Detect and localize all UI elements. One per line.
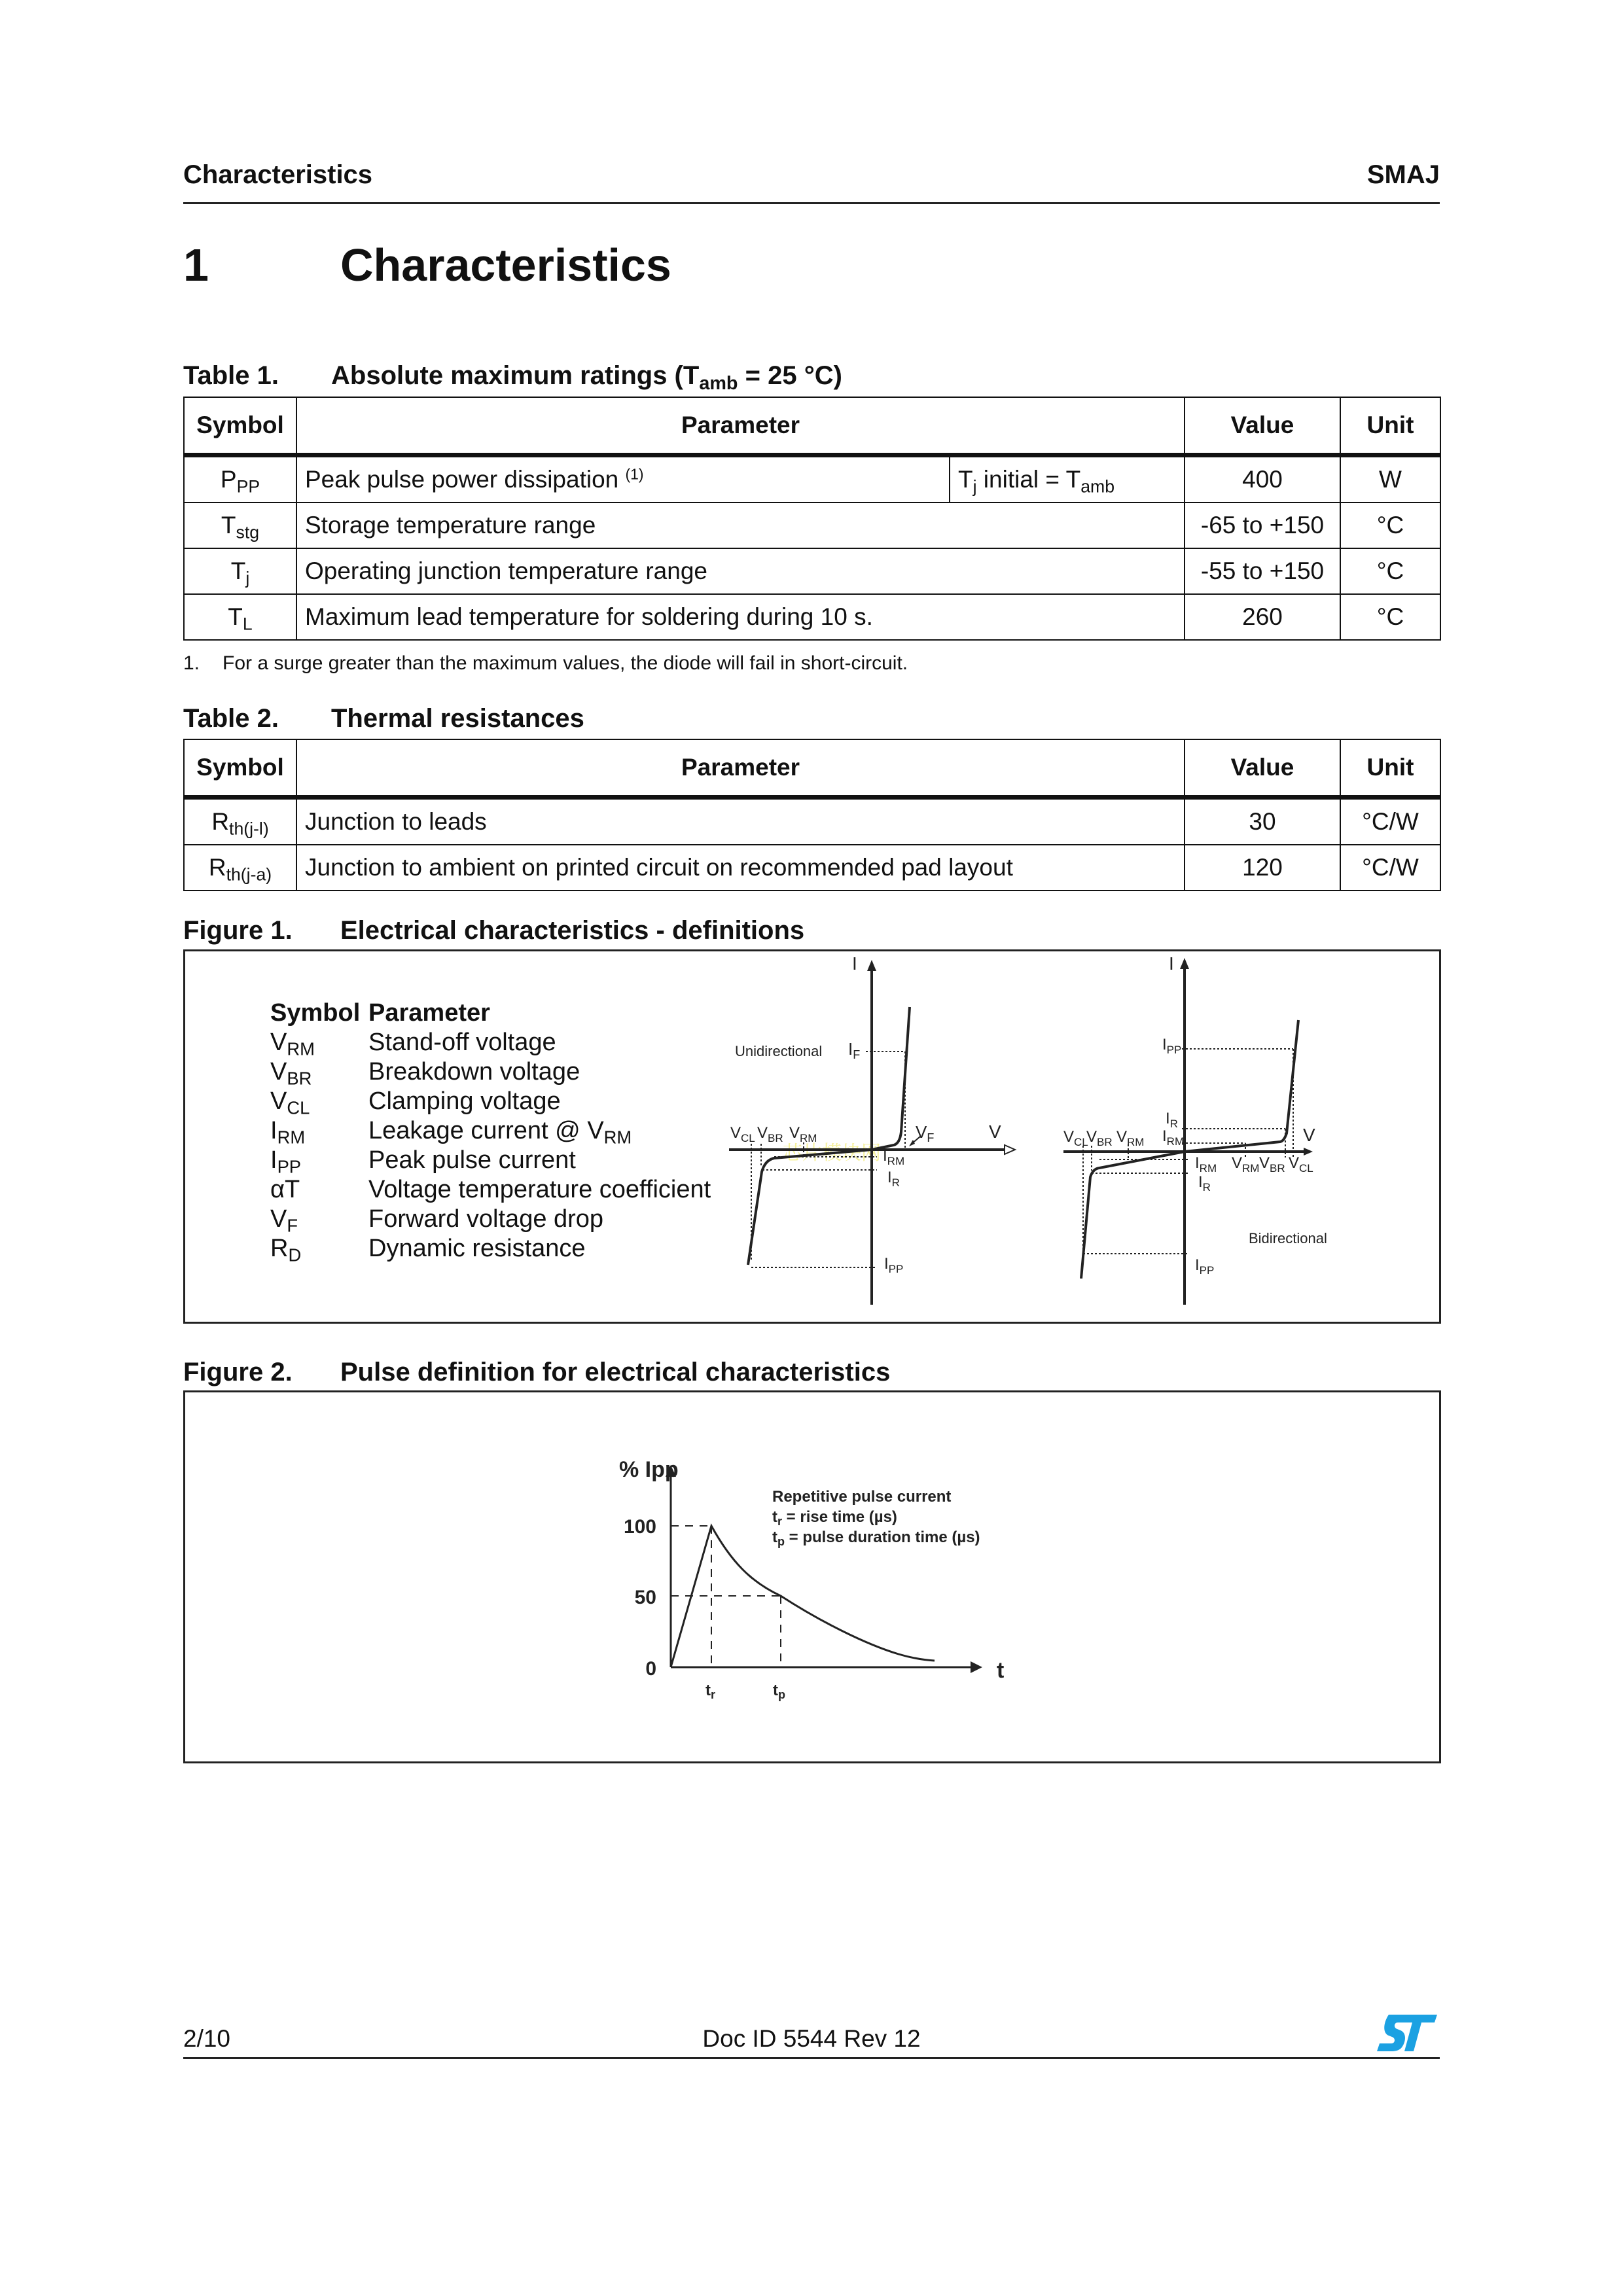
- svg-text:VBR: $V_{BR}$: [1086, 1128, 1113, 1148]
- col-parameter: Parameter: [296, 397, 1185, 455]
- svg-text:VRM: $V_{RM}$: [1116, 1128, 1145, 1148]
- footnote-text: For a surge greater than the maximum values, the diode will fail in short-circuit.: [223, 652, 908, 674]
- legend-tp: $t_p$ = pulse duration time (µs): [772, 1528, 980, 1548]
- unidirectional-iv-diagram: [722, 951, 1062, 1322]
- absolute-max-ratings-table: [183, 397, 1441, 641]
- bidirectional-iv-diagram: [1059, 951, 1438, 1322]
- symbol-cell: $R_{th(j-l)}$: [184, 798, 296, 845]
- table-header-row: [184, 739, 1440, 798]
- symbol-cell: $T_j$: [184, 548, 296, 594]
- unit-cell: °C: [1340, 503, 1440, 548]
- table2-title: Thermal resistances: [331, 704, 584, 733]
- figure1-box: [183, 949, 1441, 1324]
- unit-cell: °C/W: [1340, 798, 1440, 845]
- bidirectional-caption: Bidirectional: [1249, 1230, 1327, 1246]
- watermark-text: 芯片模块网: [783, 1142, 881, 1164]
- table-row: [184, 548, 1440, 594]
- col-symbol: Symbol: [184, 397, 296, 455]
- value-cell: -55 to +150: [1185, 548, 1340, 594]
- col-value: Value: [1185, 397, 1340, 455]
- value-cell: -65 to +150: [1185, 503, 1340, 548]
- col-unit: Unit: [1340, 397, 1440, 455]
- unit-cell: °C: [1340, 594, 1440, 640]
- col-symbol: Symbol: [184, 739, 296, 798]
- doc-id: Doc ID 5544 Rev 12: [702, 2025, 921, 2052]
- pulse-definition-chart: [591, 1455, 1062, 1729]
- axis-v-label: V: [1303, 1125, 1315, 1145]
- header-section-name: Characteristics: [183, 160, 373, 189]
- unit-cell: W: [1340, 455, 1440, 503]
- svg-text:VCL: $V_{CL}$: [1063, 1128, 1088, 1148]
- symbol-cell: $T_L$: [184, 594, 296, 640]
- y-axis-label: % Ipp: [619, 1457, 679, 1482]
- svg-text:VRM: $V_{RM}$: [789, 1124, 817, 1144]
- legend-item: $I_{RM}$ Leakage current @ $V_{RM}$: [270, 1117, 632, 1148]
- svg-text:IR: $I_R$: [1166, 1110, 1178, 1130]
- legend-tr: $t_r$ = rise time (µs): [772, 1508, 897, 1528]
- table-header-row: [184, 397, 1440, 455]
- axis-i-label: I: [852, 953, 857, 974]
- page-number: 2/10: [183, 2025, 231, 2052]
- unit-cell: °C/W: [1340, 845, 1440, 891]
- legend-header: Symbol Parameter: [270, 999, 490, 1027]
- col-parameter: Parameter: [296, 739, 1185, 798]
- svg-text:IPP: $I_{PP}$: [884, 1255, 904, 1275]
- parameter-cell: Maximum lead temperature for soldering during 10 s.: [296, 594, 1185, 640]
- legend-title: Repetitive pulse current: [772, 1488, 952, 1506]
- value-cell: 400: [1185, 455, 1340, 503]
- condition-cell: $T_j$ initial = $T_{amb}$: [950, 455, 1185, 503]
- col-value: Value: [1185, 739, 1340, 798]
- footnote-number: 1.: [183, 652, 200, 674]
- symbol-legend: [270, 998, 728, 1263]
- svg-text:IRM: $I_{RM}$: [883, 1147, 905, 1167]
- svg-text:IR: $I_R$: [887, 1169, 900, 1189]
- table-row: [184, 798, 1440, 845]
- svg-text:IPP: $I_{PP}$: [1162, 1036, 1182, 1056]
- tr-marker: $t_r$: [705, 1682, 716, 1701]
- x-axis-label: t: [997, 1658, 1005, 1683]
- table1-label: Table 1.: [183, 361, 279, 390]
- unidirectional-caption: Unidirectional: [735, 1043, 823, 1059]
- page-footer: [183, 2025, 1440, 2055]
- parameter-cell: Junction to leads: [296, 798, 1185, 845]
- table-row: [184, 503, 1440, 548]
- y-tick-50: 50: [634, 1587, 656, 1608]
- st-logo-icon: [1376, 2013, 1438, 2053]
- y-tick-100: 100: [623, 1516, 656, 1538]
- section-number: 1: [183, 239, 209, 291]
- legend-item: $I_{PP}$ Peak pulse current: [270, 1146, 576, 1177]
- symbol-cell: $P_{PP}$: [184, 455, 296, 503]
- table1-title: Absolute maximum ratings ($T_{amb} = 25$ °C): [331, 361, 842, 395]
- figure2-label: Figure 2.: [183, 1358, 293, 1386]
- figure1-title: Electrical characteristics - definitions: [340, 916, 805, 945]
- table-row: [184, 455, 1440, 503]
- legend-item: $V_{BR}$ Breakdown voltage: [270, 1058, 580, 1089]
- svg-text:VF: $V_F$: [916, 1122, 935, 1144]
- svg-text:VCL: $V_{CL}$: [1289, 1154, 1313, 1174]
- axis-v-label: V: [989, 1122, 1001, 1142]
- value-cell: 260: [1185, 594, 1340, 640]
- symbol-cell: $R_{th(j-a)}$: [184, 845, 296, 891]
- legend-item: $V_{RM}$ Stand-off voltage: [270, 1029, 556, 1059]
- symbol-cell: $T_{stg}$: [184, 503, 296, 548]
- table1-footnote: [183, 652, 908, 675]
- tp-marker: $t_p$: [773, 1682, 785, 1701]
- table2-label: Table 2.: [183, 704, 279, 733]
- header-rule: [183, 202, 1440, 204]
- svg-text:IRM: $I_{RM}$: [1162, 1127, 1185, 1148]
- svg-text:IPP: $I_{PP}$: [1195, 1256, 1215, 1277]
- svg-text:IRM: $I_{RM}$: [1195, 1154, 1217, 1174]
- col-unit: Unit: [1340, 739, 1440, 798]
- figure2-title: Pulse definition for electrical characteristics: [340, 1358, 891, 1386]
- svg-text:IR: $I_R$: [1198, 1173, 1211, 1193]
- header-product-name: SMAJ: [1366, 160, 1440, 189]
- y-tick-0: 0: [645, 1658, 656, 1680]
- table-row: [184, 594, 1440, 640]
- running-header: [183, 160, 1440, 190]
- figure2-box: [183, 1390, 1441, 1763]
- legend-item: αT Voltage temperature coefficient: [270, 1176, 711, 1203]
- legend-item: $V_{CL}$ Clamping voltage: [270, 1087, 561, 1118]
- svg-text:IF: $I_F$: [848, 1039, 861, 1061]
- unit-cell: °C: [1340, 548, 1440, 594]
- svg-text:VBR: $V_{BR}$: [1259, 1154, 1285, 1174]
- legend-item: $R_D$ Dynamic resistance: [270, 1235, 586, 1265]
- svg-text:VCL: $V_{CL}$: [730, 1124, 755, 1144]
- value-cell: 30: [1185, 798, 1340, 845]
- parameter-cell: Peak pulse power dissipation $^{(1)}$: [296, 455, 950, 503]
- footer-rule: [183, 2057, 1440, 2059]
- svg-text:VRM: $V_{RM}$: [1232, 1154, 1260, 1174]
- parameter-cell: Operating junction temperature range: [296, 548, 1185, 594]
- svg-text:VBR: $V_{BR}$: [757, 1124, 783, 1144]
- table-row: [184, 845, 1440, 891]
- legend-item: $V_F$ Forward voltage drop: [270, 1205, 604, 1236]
- thermal-resistances-table: [183, 739, 1441, 891]
- parameter-cell: Junction to ambient on printed circuit on recommended pad layout: [296, 845, 1185, 891]
- value-cell: 120: [1185, 845, 1340, 891]
- axis-i-label: I: [1169, 953, 1174, 974]
- figure1-label: Figure 1.: [183, 916, 293, 945]
- parameter-cell: Storage temperature range: [296, 503, 1185, 548]
- section-title: Characteristics: [340, 239, 671, 291]
